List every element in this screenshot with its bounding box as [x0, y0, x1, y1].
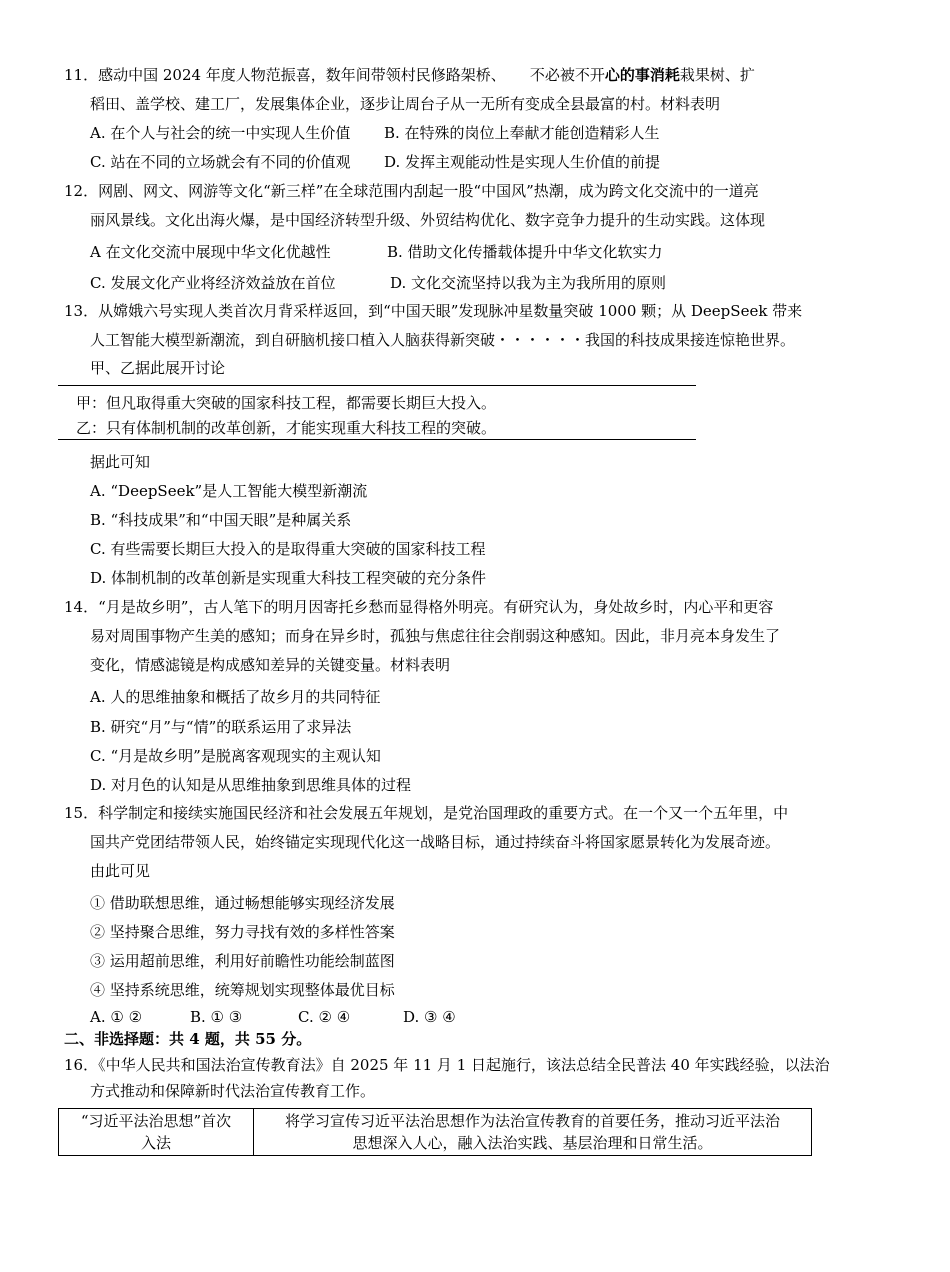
q13-line1: 13．从嫦娥六号实现人类首次月背采样返回，到“中国天眼”发现脉冲星数量突破 1000 颗；从 DeepSeek 带来: [64, 302, 803, 320]
q13-option-b: B. “科技成果”和“中国天眼”是种属关系: [90, 511, 352, 529]
q14-option-b: B. 研究“月”与“情”的联系运用了求异法: [90, 718, 352, 736]
section-2-heading: 二、非选择题：共 4 题，共 55 分。: [64, 1030, 312, 1048]
q13-statement-jia: 甲：但凡取得重大突破的国家科技工程，都需要长期巨大投入。: [76, 394, 497, 412]
q15-option-b: B. ① ③: [190, 1008, 243, 1026]
q15-line2: 国共产党团结带领人民，始终锚定实现现代化这一战略目标，通过持续奋斗将国家愿景转化为发展奇迹。: [90, 833, 781, 851]
q14-option-c: C. “月是故乡明”是脱离客观现实的主观认知: [90, 747, 381, 765]
q12-line1: 12．网剧、网文、网游等文化“新三样”在全球范围内刮起一股“中国风”热潮，成为跨文化交流中的一道亮: [64, 182, 759, 200]
q15-option-a: A. ① ②: [90, 1008, 143, 1026]
q13-option-c: C. 有些需要长期巨大投入的是取得重大突破的国家科技工程: [90, 540, 486, 558]
q11-line1: [64, 64, 755, 87]
q15-item-4: ④ 坚持系统思维，统筹规划实现整体最优目标: [90, 981, 395, 999]
q12-line2: 丽风景线。文化出海火爆，是中国经济转型升级、外贸结构优化、数字竞争力提升的生动实践。这体现: [90, 211, 766, 229]
table-cell-topic: [59, 1109, 254, 1156]
q12-option-d: D. 文化交流坚持以我为主为我所用的原则: [390, 274, 667, 292]
topic-line-2: 入法: [140, 1134, 171, 1152]
q13-option-d: D. 体制机制的改革创新是实现重大科技工程突破的充分条件: [90, 569, 487, 587]
q11-line2: 稻田、盖学校、建工厂，发展集体企业，逐步让周台子从一无所有变成全县最富的村。材料表明: [90, 95, 721, 113]
topic-line-1: “习近平法治思想”首次: [80, 1112, 232, 1130]
q15-item-1: ① 借助联想思维，通过畅想能够实现经济发展: [90, 894, 395, 912]
table-cell-content: [254, 1109, 812, 1156]
q12-option-a: A 在文化交流中展现中华文化优越性: [90, 243, 331, 261]
table-row: [59, 1109, 812, 1156]
q11-option-c: C. 站在不同的立场就会有不同的价值观: [90, 153, 351, 171]
q15-item-3: ③ 运用超前思维，利用好前瞻性功能绘制蓝图: [90, 952, 395, 970]
q14-option-a: A. 人的思维抽象和概括了故乡月的共同特征: [90, 688, 381, 706]
q15-line3: 由此可见: [90, 862, 151, 880]
q12-option-c: C. 发展文化产业将经济效益放在首位: [90, 274, 336, 292]
q12-option-b: B. 借助文化传播载体提升中华文化软实力: [387, 243, 663, 261]
q11-option-d: D. 发挥主观能动性是实现人生价值的前提: [384, 153, 661, 171]
q11-text-a: 11．感动中国 2024 年度人物范振喜，数年间带领村民修路架桥、: [64, 66, 506, 84]
q11-bold-text: 心的事消耗: [604, 67, 680, 84]
q15-line1: 15．科学制定和接续实施国民经济和社会发展五年规划，是党治国理政的重要方式。在一个又一个五年里，中: [64, 804, 789, 822]
q15-option-c: C. ② ④: [298, 1008, 351, 1026]
q16-line1: 16．《中华人民共和国法治宣传教育法》自 2025 年 11 月 1 日起施行，该法总结全民普法 40 年实践经验，以法治: [64, 1056, 830, 1074]
q14-line3: 变化，情感滤镜是构成感知差异的关键变量。材料表明: [90, 656, 451, 674]
q15-option-d: D. ③ ④: [403, 1008, 456, 1026]
content-line-2: 思想深入人心，融入法治实践、基层治理和日常生活。: [352, 1134, 713, 1152]
q14-line2: 易对周围事物产生美的感知；而身在异乡时，孤独与焦虑往往会削弱这种感知。因此，非月亮本身发生了: [90, 627, 781, 645]
q13-option-a: A. “DeepSeek”是人工智能大模型新潮流: [90, 482, 368, 500]
q13-statement-yi: 乙：只有体制机制的改革创新，才能实现重大科技工程的突破。: [76, 419, 497, 437]
q13-box-top-rule: [58, 385, 696, 386]
q13-line3: 甲、乙据此展开讨论: [90, 359, 226, 377]
q13-line2: 人工智能大模型新潮流，到自研脑机接口植入人脑获得新突破・・・・・・我国的科技成果接连惊艳世界。: [90, 331, 796, 349]
content-line-1: 将学习宣传习近平法治思想作为法治宣传教育的首要任务，推动习近平法治: [284, 1112, 780, 1130]
q16-material-table: [58, 1108, 812, 1156]
q11-text-c: 栽果树、扩: [679, 66, 755, 84]
q14-option-d: D. 对月色的认知是从思维抽象到思维具体的过程: [90, 776, 412, 794]
q13-box-bottom-rule: [58, 439, 696, 440]
q13-stem: 据此可知: [90, 453, 151, 471]
q14-line1: 14．“月是故乡明”，古人笔下的明月因寄托乡愁而显得格外明亮。有研究认为，身处故乡时，内心平和更容: [64, 598, 774, 616]
q11-option-b: B. 在特殊的岗位上奉献才能创造精彩人生: [384, 124, 660, 142]
q11-text-b: 不必被不开: [529, 66, 605, 84]
q11-option-a: A. 在个人与社会的统一中实现人生价值: [90, 124, 351, 142]
q15-item-2: ② 坚持聚合思维，努力寻找有效的多样性答案: [90, 923, 395, 941]
q16-line2: 方式推动和保障新时代法治宣传教育工作。: [90, 1082, 376, 1100]
